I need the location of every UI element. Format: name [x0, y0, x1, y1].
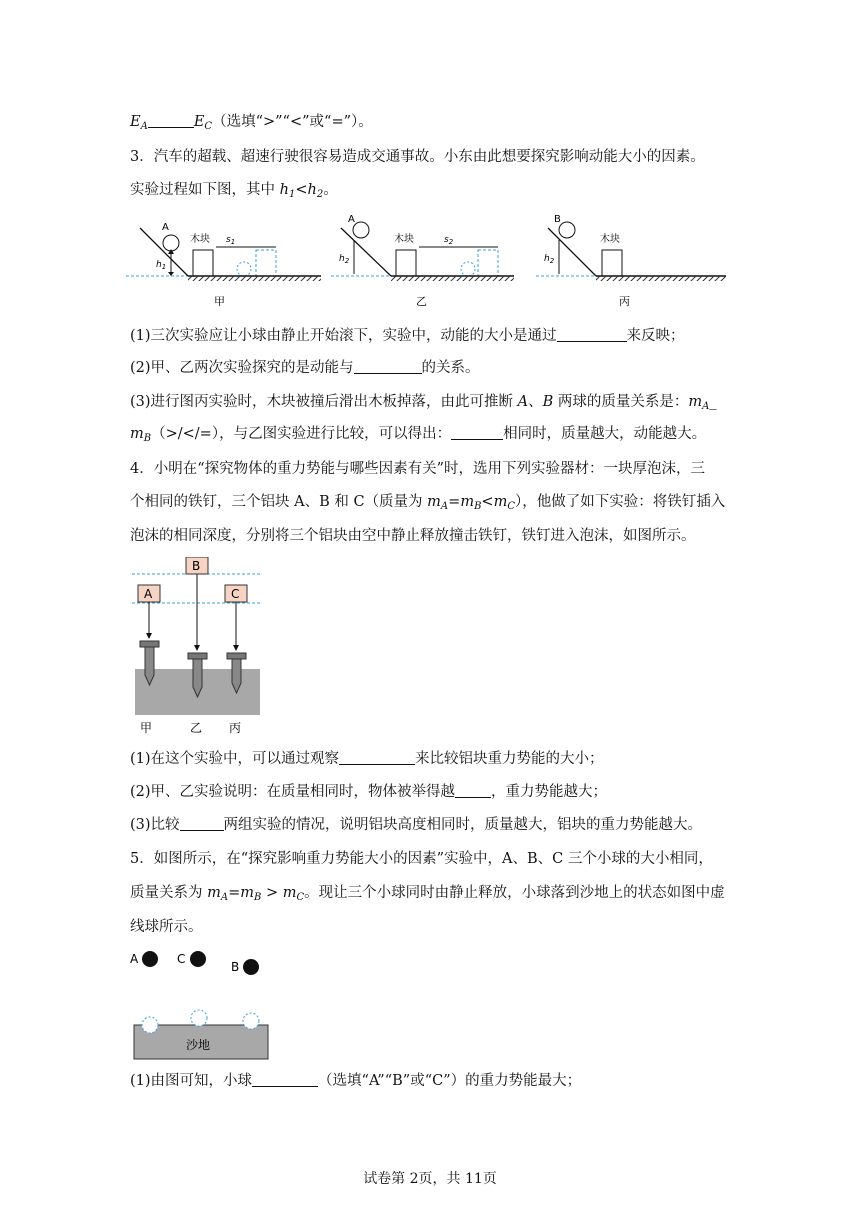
- svg-text:s1: $s_1$: [226, 235, 236, 246]
- ball-a: [163, 235, 179, 251]
- svg-text:A: A: [162, 222, 169, 233]
- q4-part-1: (1)在这个实验中，可以通过观察 来比较铝块重力势能的大小；: [130, 751, 604, 767]
- answer-blank[interactable]: [252, 1072, 318, 1087]
- q3-part-2: (2)甲、乙两次实验探究的是动能与 的关系。: [130, 360, 480, 376]
- svg-text:h1: $h_1$: [156, 260, 167, 271]
- svg-text:h2: $h_2$: [544, 254, 555, 265]
- svg-text:B: B: [231, 960, 240, 974]
- ball-b: [243, 959, 259, 975]
- q3-part-3-cont: $m_B(>/</=)$，与乙图实验进行比较，可以得出： 相同时，质量越大，动能越大。: [130, 426, 707, 444]
- svg-text:h2: $h_2$: [339, 254, 350, 265]
- svg-text:木块: 木块: [190, 234, 210, 245]
- wood-block: [193, 250, 213, 276]
- answer-blank[interactable]: [451, 425, 503, 440]
- q3-stem-1: 3．汽车的超载、超速行驶很容易造成交通事故。小东由此想要探究影响动能大小的因素。: [130, 149, 705, 165]
- q4-part-3: (3)比较 两组实验的情况，说明铝块高度相同时，质量越大，铝块的重力势能越大。: [130, 817, 703, 833]
- svg-text:丙: 丙: [619, 295, 630, 308]
- svg-text:A: A: [130, 952, 139, 966]
- q5-figure: [128, 946, 273, 1064]
- answer-blank[interactable]: [180, 816, 224, 831]
- svg-text:C: C: [177, 952, 186, 966]
- answer-blank[interactable]: [148, 113, 194, 128]
- q4-part-2: (2)甲、乙实验说明：在质量相同时，物体被举得越 ，重力势能越大；: [130, 784, 608, 800]
- svg-text:甲: 甲: [140, 721, 153, 735]
- svg-text:C: C: [231, 587, 240, 601]
- svg-text:s2: $s_2$: [444, 235, 454, 246]
- q5-stem-3: 线球所示。: [130, 919, 203, 935]
- q5-stem-1: 5．如图所示，在“探究影响重力势能大小的因素”实验中，A、B、C 三个小球的大小相同，: [130, 851, 713, 867]
- q3-part-3: (3)进行图丙实验时，木块被撞后滑出木板掉落，由此可推断 A、B 两球的质量关系是：$m_A\_$: [130, 394, 717, 412]
- svg-text:甲: 甲: [214, 295, 225, 308]
- svg-text:木块: 木块: [600, 234, 620, 245]
- answer-blank[interactable]: [557, 327, 627, 342]
- ball-c: [190, 951, 206, 967]
- q5-stem-2: 质量关系为 $m_A=m_B > m_C$。现让三个小球同时由静止释放，小球落到沙地上的状态如图中虚: [130, 885, 725, 903]
- q3-fig-jia: [126, 222, 321, 308]
- wood-block: [396, 250, 416, 276]
- q3-part-1: (1)三次实验应让小球由静止开始滚下，实验中，动能的大小是通过 来反映；: [130, 328, 685, 344]
- q5-part-1: (1)由图可知，小球 （选填“A”“B”或“C”）的重力势能最大；: [130, 1073, 582, 1089]
- wood-block: [602, 250, 622, 276]
- svg-text:木块: 木块: [394, 234, 414, 245]
- q3-fig-yi: [331, 214, 514, 308]
- q4-stem-3: 泡沫的相同深度，分别将三个铝块由空中静止释放撞击铁钉，铁钉进入泡沫，如图所示。: [130, 528, 696, 544]
- q4-figure: [132, 557, 267, 737]
- answer-blank[interactable]: [339, 750, 415, 765]
- page-footer: 试卷第 2页，共 11页: [363, 1171, 497, 1187]
- q4-stem-1: 4．小明在“探究物体的重力势能与哪些因素有关”时，选用下列实验器材：一块厚泡沫，三: [130, 461, 706, 477]
- svg-text:乙: 乙: [416, 295, 427, 308]
- svg-text:乙: 乙: [190, 721, 203, 735]
- answer-blank[interactable]: [354, 359, 422, 374]
- ball-b: [559, 222, 575, 238]
- q3-stem-2: 实验过程如下图，其中 $h_1<h_2$。: [130, 182, 338, 200]
- q2-tail-line: $E_A$ $E_C$（选填“>”“<”或“=”）。: [130, 114, 373, 132]
- svg-text:丙: 丙: [229, 721, 242, 735]
- q4-stem-2: 个相同的铁钉，三个铝块 A、B 和 C（质量为 $m_A=m_B<m_C$），他做了如下实验：将铁钉插入: [130, 494, 726, 512]
- svg-text:A: A: [144, 587, 153, 601]
- ball-a: [142, 951, 158, 967]
- svg-text:B: B: [192, 559, 201, 573]
- landed-ball-b: [243, 1013, 259, 1029]
- answer-blank[interactable]: [455, 783, 491, 798]
- q3-figure: [126, 210, 736, 310]
- svg-text:A: A: [348, 214, 355, 225]
- landed-ball-c: [191, 1010, 207, 1026]
- q3-fig-bing: [536, 214, 726, 308]
- landed-ball-a: [142, 1017, 158, 1033]
- svg-text:B: B: [554, 214, 561, 225]
- ball-a: [353, 222, 369, 238]
- svg-text:沙地: 沙地: [186, 1038, 211, 1052]
